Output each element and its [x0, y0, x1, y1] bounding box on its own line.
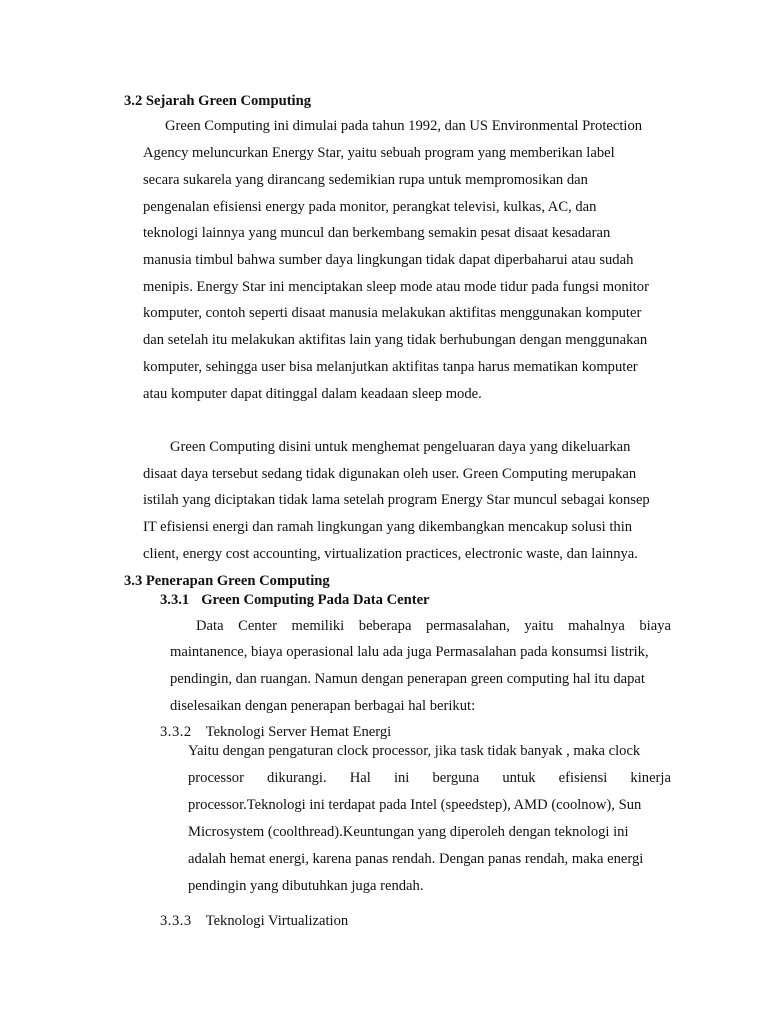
word: yaitu: [524, 618, 554, 634]
paragraph-line: Green Computing ini dimulai pada tahun 1992, dan US Environmental Protection: [165, 118, 643, 134]
section-heading: 3.3 Penerapan Green Computing: [124, 573, 330, 589]
paragraph-line: istilah yang diciptakan tidak lama setelah program Energy Star muncul sebagai konsep: [143, 492, 650, 508]
paragraph-line: pendingin yang dibutuhkan juga rendah.: [188, 878, 424, 894]
paragraph-line: IT efisiensi energi dan ramah lingkungan yang dikembangkan mencakup solusi thin: [143, 519, 633, 535]
word: berguna: [432, 770, 480, 786]
subsection-title: Teknologi Server Hemat Energi: [205, 724, 392, 740]
section-heading: 3.2 Sejarah Green Computing: [124, 93, 312, 109]
word: Hal: [349, 770, 371, 786]
subsection-title: Green Computing Pada Data Center: [201, 592, 430, 608]
word: ini: [393, 770, 410, 786]
paragraph-line: pendingin, dan ruangan. Namun dengan penerapan green computing hal itu dapat: [170, 671, 645, 687]
paragraph-line: teknologi lainnya yang muncul dan berkembang semakin pesat disaat kesadaran: [143, 225, 611, 241]
paragraph-line: menipis. Energy Star ini menciptakan sleep mode atau mode tidur pada fungsi monitor: [143, 279, 649, 295]
subsection-title: Teknologi Virtualization: [205, 913, 349, 929]
word: Data: [196, 618, 224, 634]
paragraph-line: maintanence, biaya operasional lalu ada juga Permasalahan pada konsumsi listrik,: [170, 644, 649, 660]
subsection-number: 3.3.2: [160, 724, 192, 740]
paragraph-line: Yaitu dengan pengaturan clock processor, jika task tidak banyak , maka clock: [188, 743, 641, 759]
word: kinerja: [630, 770, 671, 786]
paragraph-line: komputer, sehingga user bisa melanjutkan aktifitas tanpa harus mematikan komputer: [143, 359, 638, 375]
paragraph-line: pengenalan efisiensi energy pada monitor, perangkat televisi, kulkas, AC, dan: [143, 199, 597, 215]
word: Center: [238, 618, 277, 634]
paragraph-line: processor.Teknologi ini terdapat pada Intel (speedstep), AMD (coolnow), Sun: [188, 797, 642, 813]
word: processor: [188, 770, 244, 786]
word: untuk: [502, 770, 536, 786]
subsection-heading: [160, 912, 348, 930]
word: dikurangi.: [267, 770, 327, 786]
justified-line: [196, 617, 671, 635]
word: memiliki: [291, 618, 345, 634]
paragraph-line: manusia timbul bahwa sumber daya lingkungan tidak dapat diperbaharui atau sudah: [143, 252, 634, 268]
word: permasalahan,: [425, 618, 510, 634]
paragraph-line: secara sukarela yang dirancang sedemikian rupa untuk mempromosikan dan: [143, 172, 588, 188]
word: mahalnya: [568, 618, 625, 634]
subsection-heading: [160, 591, 430, 609]
paragraph-line: client, energy cost accounting, virtualization practices, electronic waste, dan lainnya.: [143, 546, 638, 562]
paragraph-line: disaat daya tersebut sedang tidak digunakan oleh user. Green Computing merupakan: [143, 466, 637, 482]
paragraph-line: Microsystem (coolthread).Keuntungan yang diperoleh dengan teknologi ini: [188, 824, 629, 840]
paragraph-line: komputer, contoh seperti disaat manusia melakukan aktifitas menggunakan komputer: [143, 305, 642, 321]
subsection-number: 3.3.1: [160, 592, 190, 608]
paragraph-line: diselesaikan dengan penerapan berbagai hal berikut:: [170, 698, 476, 714]
paragraph-line: Agency meluncurkan Energy Star, yaitu sebuah program yang memberikan label: [143, 145, 615, 161]
paragraph-line: Green Computing disini untuk menghemat pengeluaran daya yang dikeluarkan: [170, 439, 631, 455]
word: efisiensi: [558, 770, 608, 786]
paragraph-line: dan setelah itu melakukan aktifitas lain yang tidak berhubungan dengan menggunakan: [143, 332, 648, 348]
justified-line: [188, 769, 671, 787]
word: beberapa: [358, 618, 412, 634]
paragraph-line: adalah hemat energi, karena panas rendah. Dengan panas rendah, maka energi: [188, 851, 644, 867]
word: biaya: [639, 618, 671, 634]
paragraph-line: atau komputer dapat ditinggal dalam keadaan sleep mode.: [143, 386, 482, 402]
subsection-heading: [160, 723, 391, 741]
subsection-number: 3.3.3: [160, 913, 192, 929]
